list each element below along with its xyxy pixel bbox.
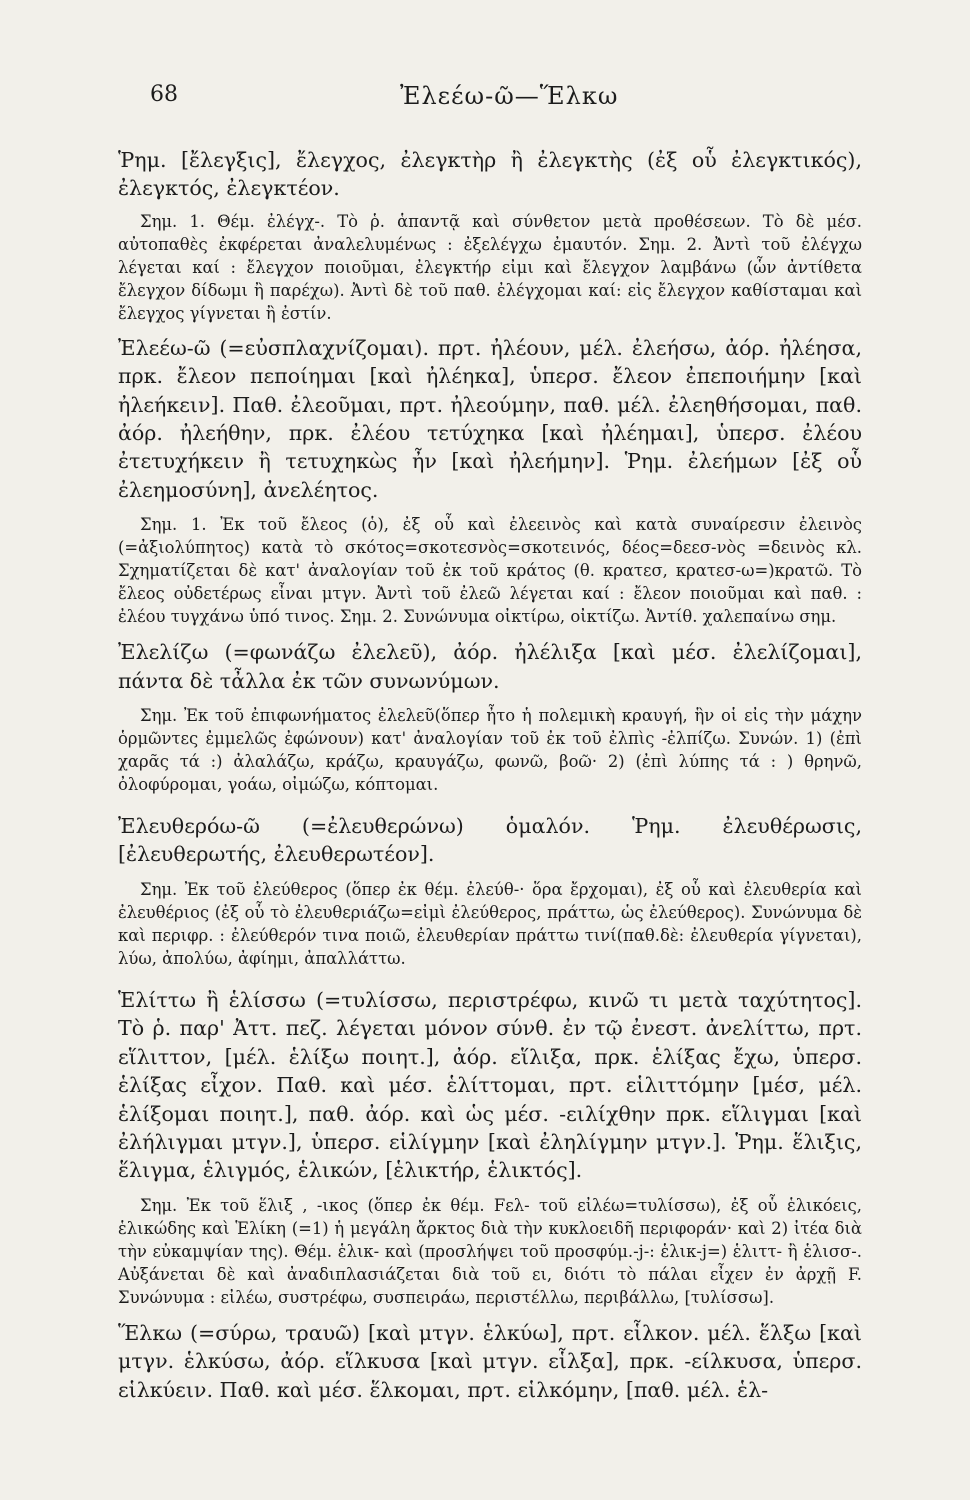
page-number: 68 — [150, 82, 178, 107]
entry-helko: Ἕλκω (=σύρω, τραυῶ) [καὶ μτγν. ἑλκύω], πρτ. εἷλκον. μέλ. ἕλξω [καὶ μτγν. ἑλκύσω, ἀόρ. εἵλκυσα [καὶ μτγν. εἷλξα], πρκ. -είλκυσα, ὑπερσ. εἱλκύειν. Παθ. καὶ μέσ. ἕλκομαι, πρτ. εἱλκόμην, [παθ. μέλ. ἑλ- — [118, 1320, 862, 1402]
running-title: Ἐλεέω-ῶ—Ἕλκω — [400, 82, 619, 110]
entry-elegcho-derivatives: Ῥημ. [ἔλεγξις], ἔλεγχος, ἐλεγκτὴρ ἢ ἐλεγκτὴς (ἐξ οὗ ἐλεγκτικός), ἐλεγκτός, ἐλεγκτέον. — [118, 148, 862, 201]
entry-eleeo: Ἐλεέω-ῶ (=εὐσπλαχνίζομαι). πρτ. ἠλέουν, μέλ. ἐλεήσω, ἀόρ. ἠλέησα, πρκ. ἔλεον πεποίημαι [καὶ ἠλέηκα], ὑπερσ. ἔλεον ἐπεποιήμην [καὶ ἠλεήκειν]. Παθ. ἐλεοῦμαι, πρτ. ἠλεούμην, παθ. μέλ. ἐλεηθήσομαι, παθ. ἀόρ. ἠλεήθην, πρκ. ἐλέου τετύχηκα [καὶ ἠλέημαι], ὑπερσ. ἐλέου ἐτετυχήκειν ἢ τετυχηκὼς ἦν [καὶ ἠλεήμην]. Ῥημ. ἐλεήμων [ἐξ οὗ ἐλεημοσύνη], ἀνελέητος. — [118, 335, 862, 502]
note-elitto: Σημ. Ἐκ τοῦ ἕλιξ , -ικος (ὅπερ ἐκ θέμ. Fελ- τοῦ εἰλέω=τυλίσσω), ἐξ οὗ ἑλικόεις, ἑλικώδης καὶ Ἑλίκη (=1) ἡ μεγάλη ἄρκτος διὰ τὴν κυκλοειδῆ περιφοράν· καὶ 2) ἰτέα διὰ τὴν εὐκαμψίαν της). Θέμ. ἑλικ- καὶ (προσλήψει τοῦ προσφύμ.-j-: ἑλικ-j=) ἑλιττ- ἢ ἑλισσ-. Αὐξάνεται δὲ καὶ ἀναδιπλασιάζεται διὰ τοῦ ει, διότι τὸ πάλαι εἶχεν ἐν ἀρχῇ F. Συνώνυμα : εἰλέω, συστρέφω, συσπειράω, περιστέλλω, περιβάλλω, [τυλίσσω]. — [118, 1195, 862, 1307]
note-elegcho: Σημ. 1. Θέμ. ἐλέγχ-. Τὸ ῥ. ἁπαντᾷ καὶ σύνθετον μετὰ προθέσεων. Τὸ δὲ μέσ. αὐτοπαθὲς ἐκφέρεται ἀναλελυμένως : ἐξελέγχω ἐμαυτόν. Σημ. 2. Ἀντὶ τοῦ ἐλέγχω λέγεται καί : ἔλεγχον ποιοῦμαι, ἐλεγκτήρ εἰμι καὶ ἔλεγχον λαμβάνω (ὧν ἀντίθετα ἔλεγχον δίδωμι ἢ παρέχω). Ἀντὶ δὲ τοῦ παθ. ἐλέγχομαι καί: εἰς ἔλεγχον καθίσταμαι καὶ ἔλεγχος γίγνεται ἢ ἐστίν. — [118, 211, 862, 323]
page-body — [118, 146, 862, 1404]
note-elelizo: Σημ. Ἐκ τοῦ ἐπιφωνήματος ἐλελεῦ(ὅπερ ἦτο ἡ πολεμικὴ κραυγή, ἣν οἱ εἰς τὴν μάχην ὁρμῶντες ἐμμελῶς ἐφώνουν) κατ' ἀναλογίαν τοῦ ἐκ τοῦ ἐλπὶς -ἐλπίζω. Συνών. 1) (ἐπὶ χαρᾶς τά :) ἀλαλάζω, κράζω, κραυγάζω, φωνῶ, βοῶ· 2) (ἐπὶ λύπης τά : ) θρηνῶ, ὀλοφύρομαι, γοάω, οἰμώζω, κόπτομαι. — [118, 706, 862, 795]
note-eleeo: Σημ. 1. Ἐκ τοῦ ἔλεος (ὁ), ἐξ οὗ καὶ ἐλεεινὸς καὶ κατὰ συναίρεσιν ἐλεινὸς (=ἀξιολύπητος) κατὰ τὸ σκότος=σκοτεσνὸς=σκοτεινός, δέος=δεεσ-νὸς =δεινὸς κλ. Σχηματίζεται δὲ κατ' ἀναλογίαν τοῦ ἐκ τοῦ κράτος (θ. κρατεσ, κρατεσ-ω=)κρατῶ. Τὸ ἔλεος οὐδετέρως εἶναι μτγν. Ἀντὶ τοῦ ἐλεῶ λέγεται καί : ἔλεον ποιοῦμαι καὶ παθ. : ἐλέου τυγχάνω ὑπό τινος. Σημ. 2. Συνώνυμα οἰκτίρω, οἰκτίζω. Ἀντίθ. χαλεπαίνω σημ. — [118, 515, 862, 627]
entry-elitto: Ἑλίττω ἢ ἑλίσσω (=τυλίσσω, περιστρέφω, κινῶ τι μετὰ ταχύτητος]. Τὸ ῥ. παρ' Ἀττ. πεζ. λέγεται μόνον σύνθ. ἐν τῷ ἐνεστ. ἀνελίττω, πρτ. εἵλιττον, [μέλ. ἑλίξω ποιητ.], ἀόρ. εἵλιξα, πρκ. ἑλίξας ἔχω, ὑπερσ. ἑλίξας εἶχον. Παθ. καὶ μέσ. ἑλίττομαι, πρτ. εἱλιττόμην [μέσ, μέλ. ἑλίξομαι ποιητ.], παθ. ἀόρ. καὶ ὡς μέσ. -ειλίχθην πρκ. εἵλιγμαι [καὶ ἐλήλιγμαι μτγν.], ὑπερσ. εἱλίγμην [καὶ ἐληλίγμην μτγν.]. Ῥημ. ἕλιξις, ἕλιγμα, ἑλιγμός, ἑλικών, [ἑλικτήρ, ἑλικτός]. — [118, 987, 862, 1183]
note-eleutheroo: Σημ. Ἐκ τοῦ ἐλεύθερος (ὅπερ ἐκ θέμ. ἐλεύθ-· ὅρα ἔρχομαι), ἐξ οὗ καὶ ἐλευθερία καὶ ἐλευθέριος (ἐξ οὗ τὸ ἐλευθεριάζω=εἰμὶ ἐλεύθερος, πράττω, ὡς ἐλεύθερος). Συνώνυμα δὲ καὶ περιφρ. : ἐλεύθερόν τινα ποιῶ, ἐλευθερίαν πράττω τινί(παθ.δὲ: ἐλευθερία γίγνεται), λύω, ἀπολύω, ἀφίημι, ἀπαλλάττω. — [118, 879, 862, 968]
page-header — [0, 82, 970, 122]
entry-elelizo: Ἐλελίζω (=φωνάζω ἐλελεῦ), ἀόρ. ἠλέλιξα [καὶ μέσ. ἐλελίζομαι], πάντα δὲ τἆλλα ἐκ τῶν συνωνύμων. — [118, 640, 862, 693]
entry-eleutheroo: Ἐλευθερόω-ῶ (=ἐλευθερώνω) ὁμαλόν. Ῥημ. ἐλευθέρωσις, [ἐλευθερωτής, ἐλευθερωτέον]. — [118, 814, 862, 867]
